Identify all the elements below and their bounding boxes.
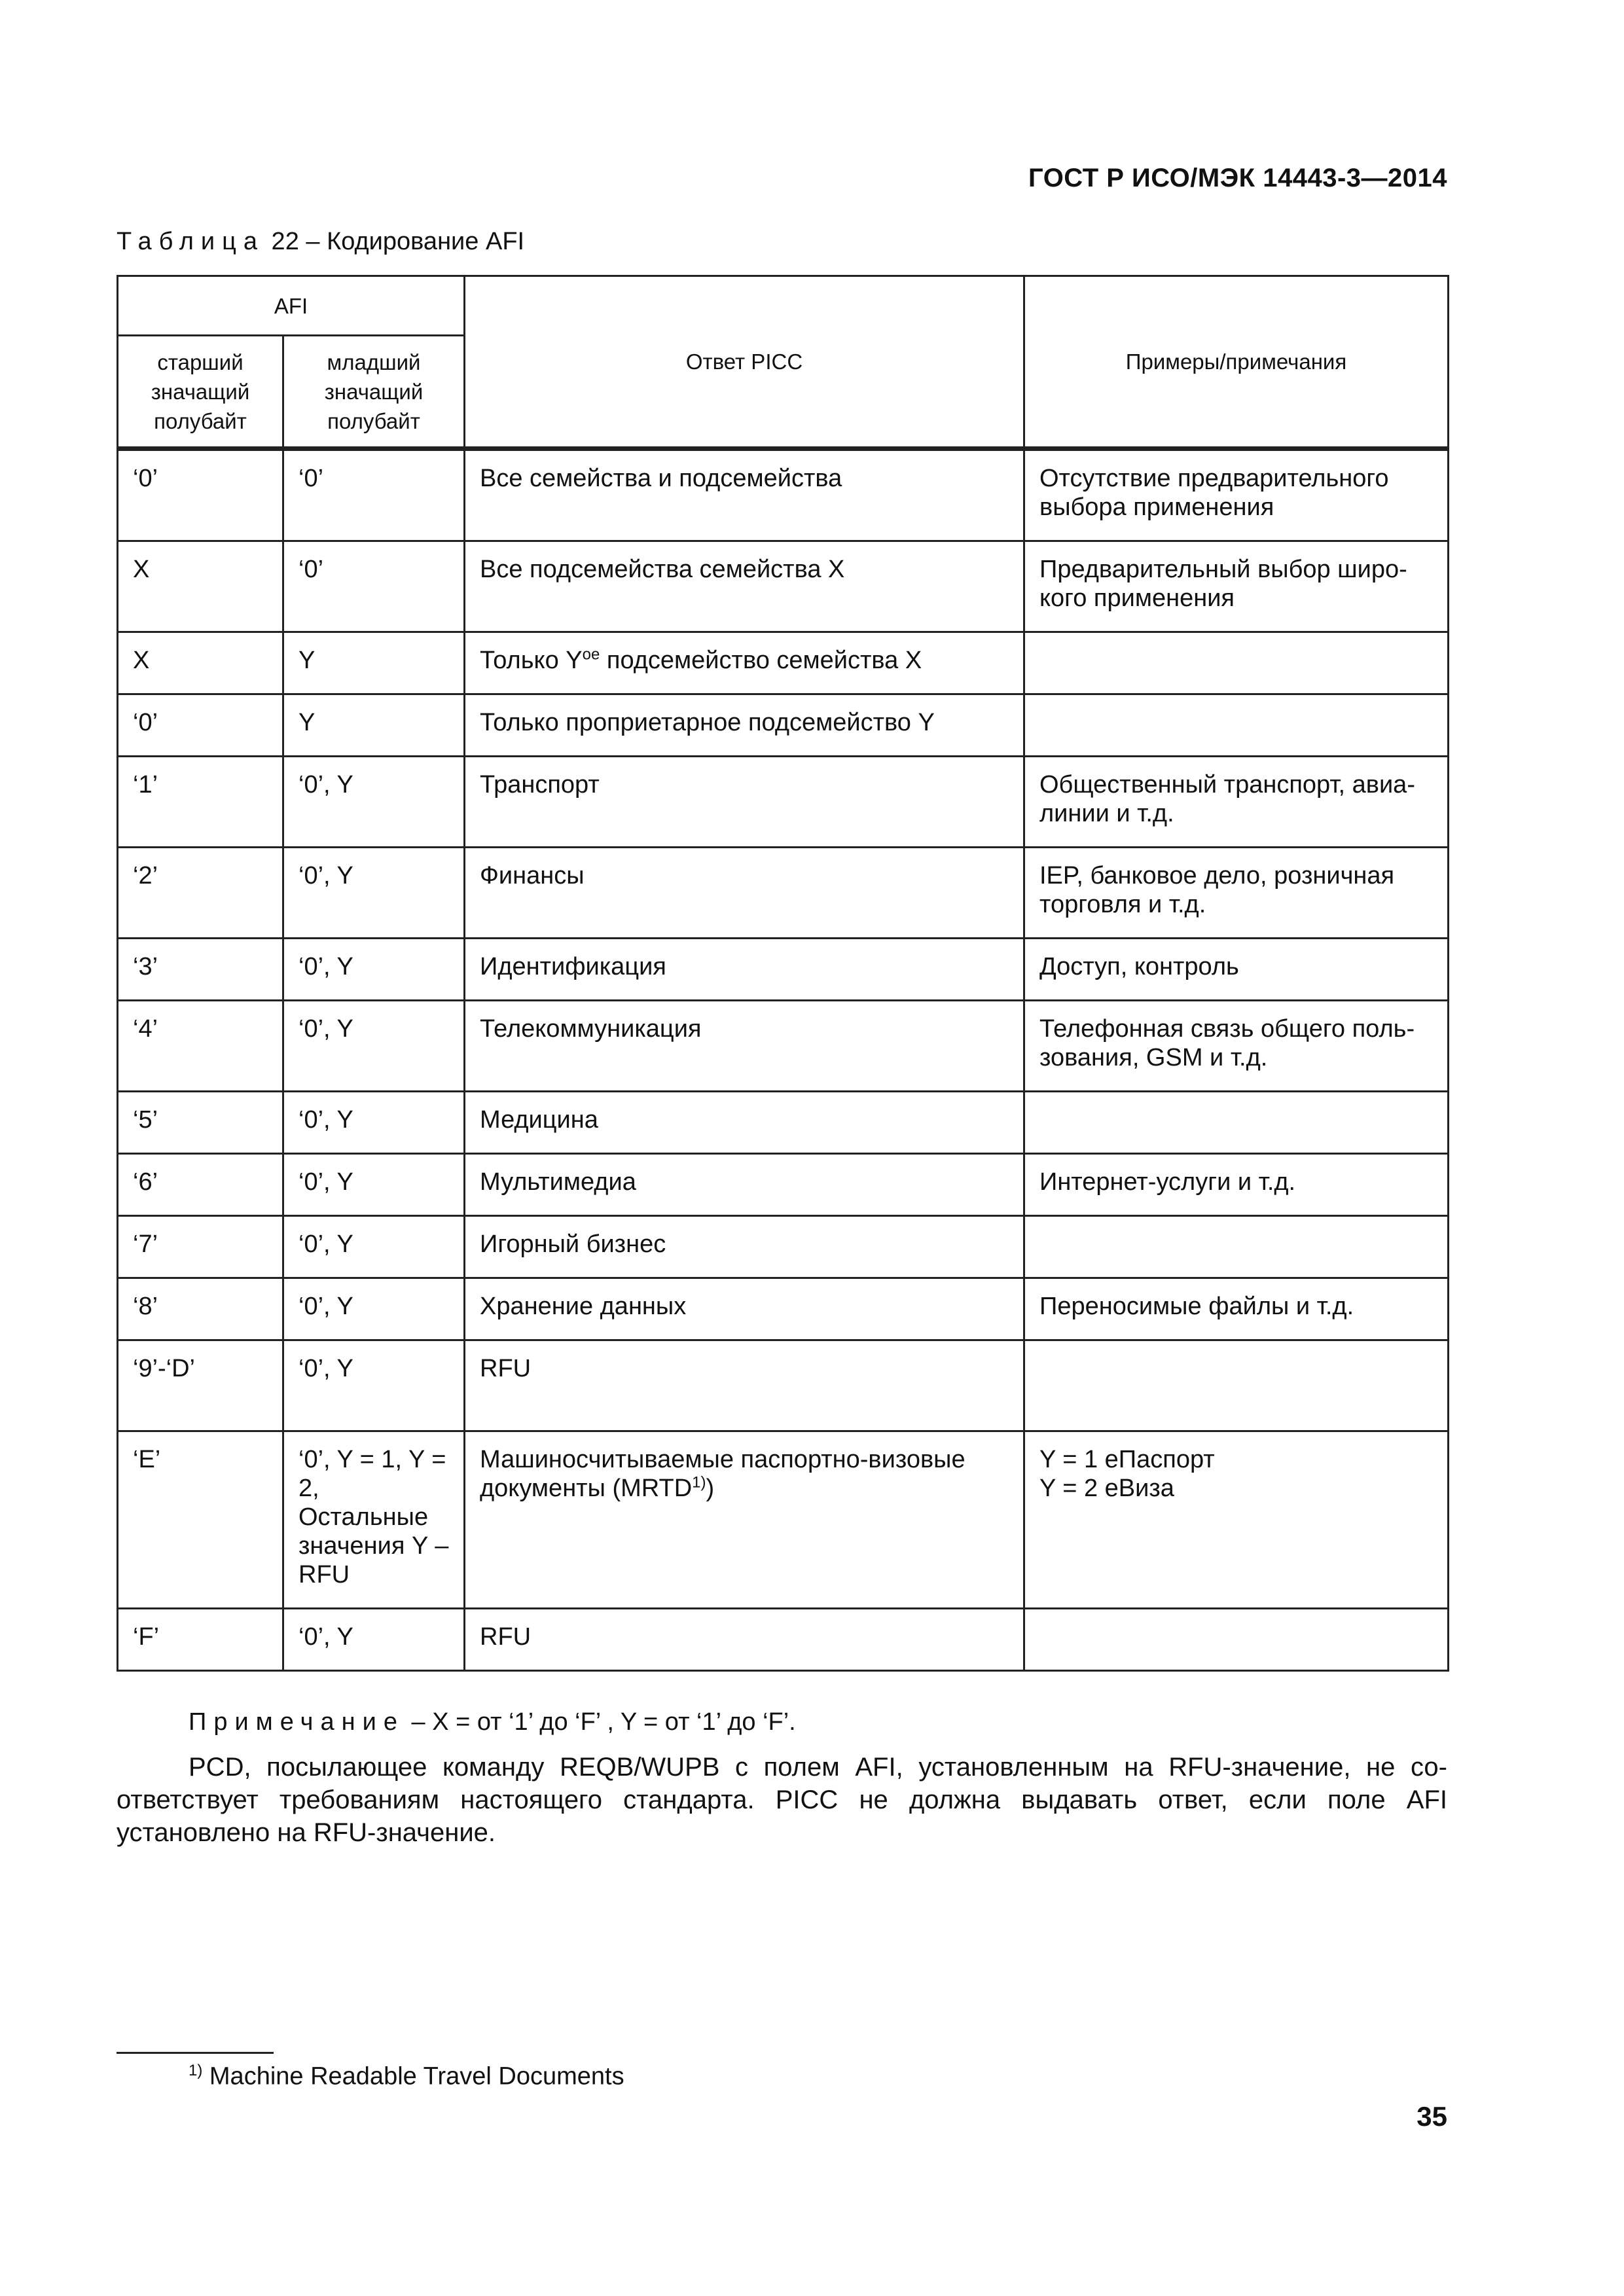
table-row xyxy=(118,848,1449,939)
table-row xyxy=(118,541,1449,632)
table-row xyxy=(118,757,1449,848)
cell-high-nibble: ‘0’ xyxy=(118,449,283,541)
response-text: Все семейства и подсемейства xyxy=(480,465,842,492)
cell-examples: Телефонная связь общего поль-зования, GSM и т.д. xyxy=(1024,1001,1449,1092)
table-row xyxy=(118,939,1449,1001)
cell-low-nibble: ‘0’, Y xyxy=(283,939,465,1001)
response-text: Транспорт xyxy=(480,771,600,798)
response-text: RFU xyxy=(480,1355,532,1382)
standard-header: ГОСТ Р ИСО/МЭК 14443-3—2014 xyxy=(1028,164,1447,192)
cell-high-nibble: ‘0’ xyxy=(118,694,283,757)
cell-low-nibble: ‘0’, Y xyxy=(283,848,465,939)
cell-picc-response xyxy=(465,694,1024,757)
cell-picc-response xyxy=(465,449,1024,541)
page-number: 35 xyxy=(1416,2101,1447,2132)
afi-coding-table xyxy=(117,275,1449,1672)
note-prefix: Примечание xyxy=(189,1708,405,1736)
table-caption-prefix: Таблица xyxy=(117,228,264,255)
response-text: Хранение данных xyxy=(480,1293,687,1320)
cell-examples: Доступ, контроль xyxy=(1024,939,1449,1001)
table-row xyxy=(118,1154,1449,1216)
table-row xyxy=(118,694,1449,757)
cell-examples xyxy=(1024,1340,1449,1431)
cell-examples: Общественный транспорт, авиа-линии и т.д. xyxy=(1024,757,1449,848)
cell-picc-response xyxy=(465,1001,1024,1092)
response-text: Телекоммуникация xyxy=(480,1015,702,1043)
cell-high-nibble: X xyxy=(118,541,283,632)
high-nibble-header: старший значащий полубайт xyxy=(118,336,283,449)
cell-picc-response xyxy=(465,541,1024,632)
cell-examples xyxy=(1024,1092,1449,1154)
response-text: RFU xyxy=(480,1623,532,1651)
cell-picc-response xyxy=(465,1092,1024,1154)
cell-high-nibble: ‘7’ xyxy=(118,1216,283,1278)
cell-examples xyxy=(1024,632,1449,694)
cell-picc-response xyxy=(465,1216,1024,1278)
cell-picc-response xyxy=(465,1340,1024,1431)
examples-header: Примеры/примечания xyxy=(1024,276,1449,449)
footnote-marker: 1) xyxy=(189,2062,203,2079)
cell-examples xyxy=(1024,694,1449,757)
cell-high-nibble: ‘8’ xyxy=(118,1278,283,1340)
cell-low-nibble: ‘0’ xyxy=(283,541,465,632)
response-text-tail: ) xyxy=(706,1475,715,1502)
cell-high-nibble: ‘9’-‘D’ xyxy=(118,1340,283,1431)
response-text-tail: подсемейство семейства X xyxy=(600,647,922,674)
low-nibble-header: младший значащий полубайт xyxy=(283,336,465,449)
cell-examples: Предварительный выбор широ-кого применения xyxy=(1024,541,1449,632)
cell-examples xyxy=(1024,1609,1449,1671)
cell-low-nibble: Y xyxy=(283,632,465,694)
table-row xyxy=(118,449,1449,541)
response-text: Все подсемейства семейства X xyxy=(480,556,845,583)
footnote-separator xyxy=(117,2052,274,2054)
cell-high-nibble: ‘4’ xyxy=(118,1001,283,1092)
table-row xyxy=(118,1278,1449,1340)
cell-high-nibble: ‘E’ xyxy=(118,1431,283,1609)
afi-table-body xyxy=(118,449,1449,1671)
afi-group-header: AFI xyxy=(118,276,465,336)
footnote-text: Machine Readable Travel Documents xyxy=(202,2062,624,2090)
cell-low-nibble: ‘0’, Y xyxy=(283,1278,465,1340)
table-row xyxy=(118,1001,1449,1092)
table-row xyxy=(118,1609,1449,1671)
cell-picc-response xyxy=(465,1431,1024,1609)
table-note xyxy=(189,1708,796,1736)
cell-picc-response xyxy=(465,1278,1024,1340)
table-caption-text: 22 – Кодирование AFI xyxy=(264,228,525,255)
cell-examples: Отсутствие предварительного выбора применения xyxy=(1024,449,1449,541)
cell-low-nibble: ‘0’, Y xyxy=(283,1001,465,1092)
table-row xyxy=(118,1216,1449,1278)
cell-high-nibble: ‘3’ xyxy=(118,939,283,1001)
response-text: Медицина xyxy=(480,1106,598,1134)
cell-examples: Интернет-услуги и т.д. xyxy=(1024,1154,1449,1216)
cell-examples: Переносимые файлы и т.д. xyxy=(1024,1278,1449,1340)
table-row xyxy=(118,1340,1449,1431)
table-row xyxy=(118,632,1449,694)
table-row xyxy=(118,1431,1449,1609)
cell-examples xyxy=(1024,1216,1449,1278)
footnote xyxy=(189,2062,624,2091)
picc-response-header: Ответ PICC xyxy=(465,276,1024,449)
cell-low-nibble: ‘0’, Y xyxy=(283,1216,465,1278)
response-text: Финансы xyxy=(480,862,585,889)
cell-high-nibble: ‘F’ xyxy=(118,1609,283,1671)
table-caption xyxy=(117,228,524,256)
response-text: Игорный бизнес xyxy=(480,1230,666,1258)
cell-picc-response xyxy=(465,1609,1024,1671)
response-superscript: ое xyxy=(582,645,600,664)
cell-low-nibble: ‘0’, Y xyxy=(283,1609,465,1671)
response-text: Только Y xyxy=(480,647,583,674)
cell-high-nibble: ‘5’ xyxy=(118,1092,283,1154)
table-row xyxy=(118,1092,1449,1154)
cell-low-nibble: ‘0’, Y xyxy=(283,1154,465,1216)
cell-high-nibble: ‘2’ xyxy=(118,848,283,939)
cell-high-nibble: ‘1’ xyxy=(118,757,283,848)
cell-low-nibble: ‘0’ xyxy=(283,449,465,541)
cell-picc-response xyxy=(465,939,1024,1001)
cell-low-nibble: ‘0’, Y xyxy=(283,757,465,848)
cell-picc-response xyxy=(465,848,1024,939)
response-text: Идентификация xyxy=(480,953,666,980)
cell-low-nibble: Y xyxy=(283,694,465,757)
cell-low-nibble: ‘0’, Y xyxy=(283,1092,465,1154)
cell-picc-response xyxy=(465,1154,1024,1216)
response-text: Только проприетарное подсемейство Y xyxy=(480,709,935,736)
body-paragraph: PCD, посылающее команду REQB/WUPB с полем AFI, установленным на RFU-значение, не со-ответствует требованиям настоящего стандарта. PICC не должна выдавать ответ, если поле AFI установлено на RFU-значение. xyxy=(117,1753,1447,1847)
cell-low-nibble: ‘0’, Y = 1, Y = 2, Остальные значения Y – RFU xyxy=(283,1431,465,1609)
cell-examples: IEP, банковое дело, розничная торговля и т.д. xyxy=(1024,848,1449,939)
note-text: – X = от ‘1’ до ‘F’ , Y = от ‘1’ до ‘F’. xyxy=(404,1708,796,1736)
cell-examples: Y = 1 еПаспорт Y = 2 еВиза xyxy=(1024,1431,1449,1609)
cell-picc-response xyxy=(465,632,1024,694)
cell-picc-response xyxy=(465,757,1024,848)
cell-low-nibble: ‘0’, Y xyxy=(283,1340,465,1431)
cell-high-nibble: ‘6’ xyxy=(118,1154,283,1216)
response-superscript: 1) xyxy=(692,1473,706,1492)
response-text: Машиносчитываемые паспортно-визовые документы (MRTD xyxy=(480,1446,965,1502)
cell-high-nibble: X xyxy=(118,632,283,694)
response-text: Мультимедиа xyxy=(480,1168,636,1196)
